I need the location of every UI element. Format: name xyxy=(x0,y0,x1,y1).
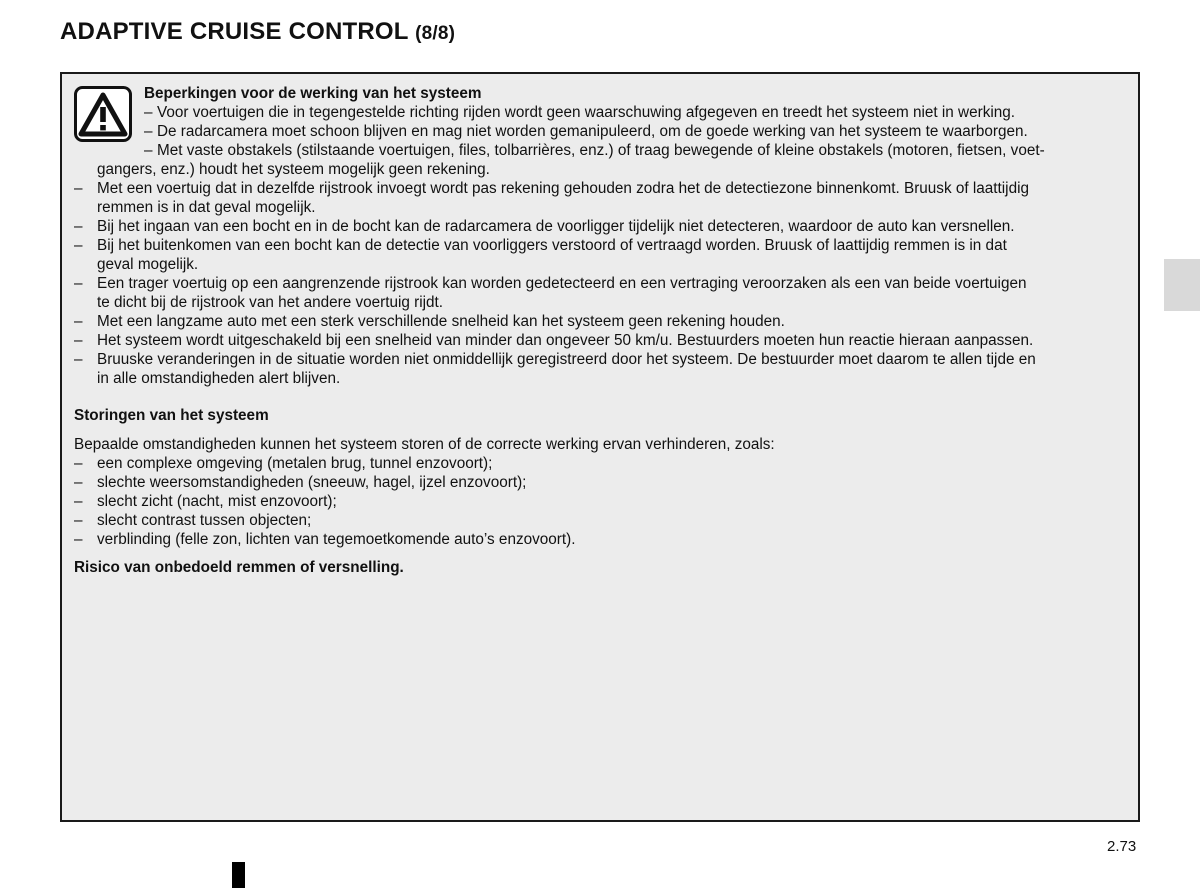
list-dash: – xyxy=(74,474,83,491)
limitation-text-continued: gangers, enz.) houdt het systeem mogelijk geen rekening. xyxy=(97,161,490,178)
limitation-item xyxy=(74,274,1130,312)
limitation-text: Bruuske veranderingen in de situatie worden niet onmiddellijk geregistreerd door het systeem. De bestuurder moet daarom te allen tijde en xyxy=(97,351,1036,368)
risk-heading: Risico van onbedoeld remmen of versnelling. xyxy=(74,559,404,576)
warning-triangle-icon xyxy=(74,86,132,142)
warning-box xyxy=(60,72,1140,822)
list-dash: – xyxy=(74,180,83,197)
list-dash: – xyxy=(144,142,153,159)
limitation-text: Met vaste obstakels (stilstaande voertuigen, files, tolbarrières, enz.) of traag bewegende of kleine obstakels (motoren, fietsen, voet- xyxy=(157,142,1045,159)
list-dash: – xyxy=(74,237,83,254)
limitation-text: De radarcamera moet schoon blijven en mag niet worden gemanipuleerd, om de goede werking van het systeem te waarborgen. xyxy=(157,123,1028,140)
list-dash: – xyxy=(144,123,153,140)
limitation-text: Bij het ingaan van een bocht en in de bocht kan de radarcamera de voorligger tijdelijk niet detecteren, waardoor de auto kan versnellen. xyxy=(97,218,1015,235)
list-dash: – xyxy=(74,455,83,472)
limitation-text: Een trager voertuig op een aangrenzende rijstrook kan worden gedetecteerd en een vertraging veroorzaken als een van beide voertuigen xyxy=(97,275,1027,292)
limitation-item xyxy=(74,331,1130,350)
warning-box-content xyxy=(74,84,1130,577)
faults-intro: Bepaalde omstandigheden kunnen het systeem storen of de correcte werking ervan verhinderen, zoals: xyxy=(74,436,775,453)
list-dash: – xyxy=(74,218,83,235)
list-dash: – xyxy=(74,332,83,349)
limitation-item xyxy=(74,179,1130,217)
limitation-item xyxy=(144,141,1130,160)
fault-item xyxy=(74,473,1130,492)
page-number: 2.73 xyxy=(1107,838,1137,855)
limitation-text-continued: in alle omstandigheden alert blijven. xyxy=(97,370,341,387)
limitation-item xyxy=(74,312,1130,331)
limitation-text: Het systeem wordt uitgeschakeld bij een snelheid van minder dan ongeveer 50 km/u. Bestuurders moeten hun reactie hieraan aanpassen. xyxy=(97,332,1034,349)
list-dash: – xyxy=(74,493,83,510)
fault-text: slecht contrast tussen objecten; xyxy=(97,512,312,529)
limitation-item xyxy=(144,122,1130,141)
fault-item xyxy=(74,511,1130,530)
fault-text: verblinding (felle zon, lichten van tegemoetkomende auto’s enzovoort). xyxy=(97,531,576,548)
limitation-text: Met een langzame auto met een sterk verschillende snelheid kan het systeem geen rekening houden. xyxy=(97,313,785,330)
list-dash: – xyxy=(144,104,153,121)
limitation-text: Bij het buitenkomen van een bocht kan de detectie van voorliggers verstoord of vertraagd worden. Bruusk of laattijdig remmen is in dat xyxy=(97,237,1007,254)
page-title-part: (8/8) xyxy=(415,23,456,44)
list-dash: – xyxy=(74,531,83,548)
fault-item xyxy=(74,454,1130,473)
faults-heading: Storingen van het systeem xyxy=(74,407,269,424)
limitation-text-continued: te dicht bij de rijstrook van het andere voertuig rijdt. xyxy=(97,294,444,311)
limitation-item xyxy=(74,217,1130,236)
limitation-text: Met een voertuig dat in dezelfde rijstrook invoegt wordt pas rekening gehouden zodra het de detectiezone binnenkomt. Bruusk of laattijdig xyxy=(97,180,1029,197)
list-dash: – xyxy=(74,351,83,368)
limitation-item xyxy=(144,103,1130,122)
binding-mark xyxy=(232,862,245,888)
list-dash: – xyxy=(74,275,83,292)
limitation-text-continued: geval mogelijk. xyxy=(97,256,199,273)
page-title xyxy=(60,18,455,46)
limitation-text-continued: remmen is in dat geval mogelijk. xyxy=(97,199,316,216)
limitation-item xyxy=(74,350,1130,388)
list-dash: – xyxy=(74,313,83,330)
fault-text: slecht zicht (nacht, mist enzovoort); xyxy=(97,493,337,510)
limitations-heading: Beperkingen voor de werking van het systeem xyxy=(144,85,482,102)
fault-item xyxy=(74,492,1130,511)
list-dash: – xyxy=(74,512,83,529)
page-title-main: ADAPTIVE CRUISE CONTROL xyxy=(60,18,409,45)
chapter-tab xyxy=(1164,259,1200,311)
fault-item xyxy=(74,530,1130,549)
fault-text: slechte weersomstandigheden (sneeuw, hagel, ijzel enzovoort); xyxy=(97,474,527,491)
limitation-item xyxy=(74,236,1130,274)
fault-text: een complexe omgeving (metalen brug, tunnel enzovoort); xyxy=(97,455,493,472)
limitation-text: Voor voertuigen die in tegengestelde richting rijden wordt geen waarschuwing afgegeven en treedt het systeem niet in werking. xyxy=(157,104,1015,121)
